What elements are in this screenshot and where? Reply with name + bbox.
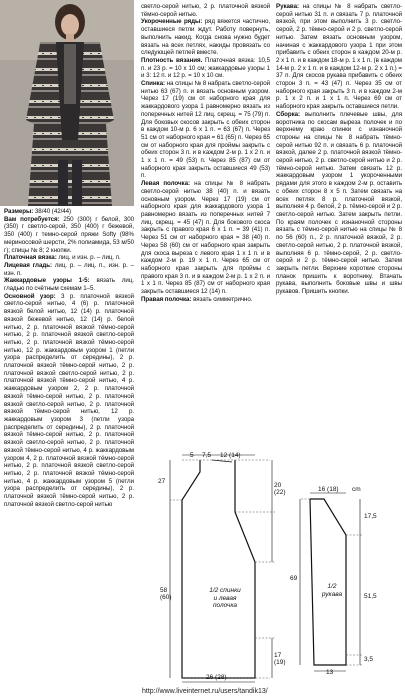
source-url: http://www.liveinternet.ru/users/tandik13/	[142, 688, 268, 695]
face-label: Лицевая гладь:	[4, 261, 52, 269]
sleeve-dim-armhole: 17,5	[364, 513, 377, 520]
right-front-para	[141, 296, 270, 304]
sleeve-text: на спицы № 8 набрать светло-серой нитью 31 п. и связать 7 р. платочной вязкой, при этом выполнить 3 р. светло-серой, 2 р. тёмно-серой и 2 р. светло-серой нитью. Затем вязать основным узором, начиная с жаккардового узора 1 при этом прибавить с обеих сторон в каждом 20-м р. 2 х 1 п. и в каждом 18-м р. 1 х 1 п. (в каждом 14-м р. 2 х 1 п. и в каждом 12-м р. 2 х 1 п.) = 37 п. Для скосов рукава прибавить с обеих сторон 3 п. = 43 (47) п. Через 35 см от наборного края закрыть 3 п. и в каждом 2-м р. 1 х 2 п. и 1 х 1 п. Через 69 см от наборного края закрыть оставшиеся петли.	[276, 3, 402, 111]
face-para	[4, 262, 134, 277]
short-rows-text: ряд вяжется частично, оставшиеся петли ждут. Работу повернуть, выполнить накид. Когда снова нужно будет вязать на всех петлях, накиды провязать со следующей петлей вместе.	[141, 18, 271, 57]
sleeve-dim-width: 13	[326, 669, 334, 676]
jacquard-text: вязать лиц. гладью по счётным схемам 1–5.	[4, 277, 134, 293]
sleeve-unit: cm	[352, 486, 361, 493]
intro-para: светло-серой нитью, 2 р. платочной вязкой тёмно-серой нитью.	[141, 3, 270, 18]
assembly-text: выполнить плечевые швы, для воротника по скосам выреза полочек и по верхнему краю спинки с изнаночной стороны на спицы № 8 набрать тёмно-серой нитью 92 п. и связать 6 р. платочной вязкой, далее 2 р. платочной вязкой тёмно-серой нитью, 2 р. светло-серой нитью и 2 р. тёмно-серой нитью. Затем связать 12 р. жаккардовым узором 1 укороченными рядами для этого в каждом 2-м р. оставить с обеих сторон 8 х 5 п. Затем связать на всех петлях 8 р. платочной вязкой, выполняя 4 р. белой, 2 р. тёмно-серой и 2 р. светло-серой нитью. Затем закрыть петли. По краям полочек с изнаночной стороны вязать с тёмно-серой нитью на спицы № 8 по 56 (60) п., 2 р. платочной вязкой, 2 р. светло-серой нитью, 2 р. платочной вязкой, выполняя 6 р. тёмно-серой, 2 р. светло-серой и 2 р. тёмно-серой нитью. Затем закрыть петли. Верхние короткие стороны планок пришить к воротнику. Втачать рукава, выполнить боковые швы и швы рукавов. Пришить кнопки.	[276, 110, 403, 296]
short-rows-label: Укороченные ряды:	[141, 18, 203, 26]
sleeve-dim-cuff: 3,5	[364, 656, 374, 663]
jacquard-para	[4, 277, 134, 292]
density-para	[141, 57, 270, 80]
body-schematic	[140, 452, 292, 684]
sleeve-dim-top: 16 (18)	[318, 486, 339, 493]
sleeve-schematic-drawing	[290, 485, 402, 680]
left-front-text: на спицы № 8 набрать светло-серой нитью 38 (40) п. и вязать основным узором. Через 17 (19) см от наборного края для жаккардового узора 1 равномерно вязать из поперечных нитей 7 лиц. скрещ. = 45 (47) п. Для бокового скоса закрыть с правого края 6 х 1 п. = 39 (41) п. Через 51 см от наборного края = 38 (40) п. Через 58 (60) см от наборного края закрыть для скоса выреза с левого края 1 х 1 п. и в каждом 2-м р. 19 х 1 п. Через 65 см от наборного края закрыть для проймы с правого края 3 п. и в каждом 2-м р. 1 х 2 п. и 1 х 1 п. Через 85 (87) см от наборного края закрыть оставшиеся 12 (14) п.	[141, 180, 271, 296]
dim-neck: 7,5	[202, 452, 212, 459]
plain-label: Платочная вязка:	[4, 254, 57, 262]
right-front-text: вязать симметрично.	[193, 295, 253, 303]
back-text: на спицы № 8 набрать светло-серой нитью 63 (67) п. и вязать основным узором. Через 17 (19) см от наборного края для жаккардового узора 1 равномерно вязать из поперечных нитей 12 лиц. скрещ. = 75 (79) п. Для боковых скосов закрыть с обеих сторон в каждом 10-м р. 6 х 1 п. = 63 (67) п. Через 51 см от наборного края = 61 (65) п. Через 65 см от наборного края для проймы закрыть с обеих сторон 3 п. и в каждом 2-м р. 1 х 2 п. и 1 х 1 п. = 49 (53) п. Через 85 (87) см от наборного края закрыть оставшиеся 49 (53) п.	[141, 80, 271, 180]
materials-para	[4, 216, 134, 255]
sleeve-para	[276, 3, 402, 111]
materials-label: Вам потребуется:	[4, 215, 60, 223]
body-center-label: 1/2 спинки и левая полочка	[209, 587, 241, 609]
left-front-label: Левая полочка:	[141, 180, 191, 188]
plain-para	[4, 254, 134, 262]
materials-text: 250 (300) г белой, 300 (350) г светло-серой, 350 (400) г бежевой, 350 (400) г темно-серой пряжи Softy (98% мериносовой шерсти, 2% полиамида, 53 м/50 г); спицы № 8; 2 кнопки.	[4, 215, 134, 254]
jacquard-label: Жаккардовые узоры 1-5:	[4, 277, 90, 285]
sizes-value: 38/40 (42/44)	[34, 208, 72, 215]
density-label: Плотность вязания.	[141, 56, 203, 64]
dim-armhole: 20 (22)	[274, 482, 286, 496]
dim-top: 5	[190, 452, 194, 459]
sleeve-dim-lower: 51,5	[364, 593, 377, 600]
left-front-para	[141, 180, 270, 296]
sleeve-center-label: 1/2 рукава	[321, 583, 343, 598]
dim-side: 58 (60)	[160, 587, 172, 601]
dim-back-height: 27	[158, 478, 166, 485]
sleeve-label: Рукава:	[276, 3, 299, 10]
right-front-label: Правая полочка:	[141, 295, 192, 303]
dim-shoulder: 12 (14)	[220, 452, 241, 459]
sleeve-schematic	[290, 485, 402, 680]
left-column	[4, 208, 134, 508]
sleeve-dim-height: 69	[290, 575, 298, 582]
main-pattern-text: 3 р. платочной вязкой светло-серой нитью, 4 (6) р. платочной вязкой белой нитью, 12 (14) р. платочной вязкой бежевой нитью, 12 (14) р. белой нитью, 2 р. платочной вязкой тёмно-серой нитью, 2 р. платочной вязкой светло-серой нитью, 2 р. платочной вязкой тёмно-серой нитью, 12 р. жаккардовым узором 1 (петли узора распределить от середины), 2 р. платочной вязкой тёмно-серой нитью, 2 р. платочной вязкой светло-серой нитью, 2 р. платочной вязкой тёмно-серой нитью, 4 р. жаккардовым узором 2, 2 р. платочной вязкой тёмно-серой нитью, 2 р. платочной вязкой светло-серой нитью, 2 р. платочной вязкой тёмно-серой нитью, 12 р. жаккардовым узором 3 (петли узора распределить от середины), 2 р. платочной вязкой тёмно-серой нитью, 2 р. платочной вязкой светло-серой нитью, 2 р. платочной вязкой тёмно-серой нитью, 4 р. жаккардовым узором 4, 2 р. платочной вязкой тёмно-серой нитью, 2 р. платочной вязкой светло-серой нитью, 2 р. платочной вязкой тёмно-серой нитью, 4 р. жаккардовым узором 5 (петли узора распределить от середины), 2 р. платочной вязкой тёмно-серой нитью, 2 р. платочной вязкой светло-серой нитью	[4, 292, 134, 508]
right-column	[276, 3, 402, 296]
dim-hem: 17 (19)	[274, 652, 286, 666]
back-label: Спинка:	[141, 80, 165, 88]
back-para	[141, 80, 270, 180]
model-photo	[0, 0, 134, 206]
plain-text: лиц. и изн. р. – лиц. п.	[58, 254, 121, 262]
density-text: Платочная вязка: 10,5 п. и 23 р. = 10 х 10 см; жаккардовые узоры 1 и 3: 12 п. и 12 р. = 10 х 10 см.	[141, 56, 270, 80]
sizes-label: Размеры:	[4, 208, 34, 215]
short-rows-para	[141, 18, 270, 57]
dim-width: 26 (28)	[206, 674, 227, 681]
main-pattern-label: Основной узор:	[4, 292, 56, 300]
assembly-label: Сборка:	[276, 110, 301, 118]
main-pattern-para	[4, 293, 134, 509]
assembly-para	[276, 111, 402, 296]
face-text: лиц. р. – лиц. п., изн. р. – изн. п.	[4, 261, 134, 277]
middle-column	[141, 3, 270, 303]
body-schematic-drawing	[140, 452, 292, 684]
sizes-line	[4, 208, 134, 216]
